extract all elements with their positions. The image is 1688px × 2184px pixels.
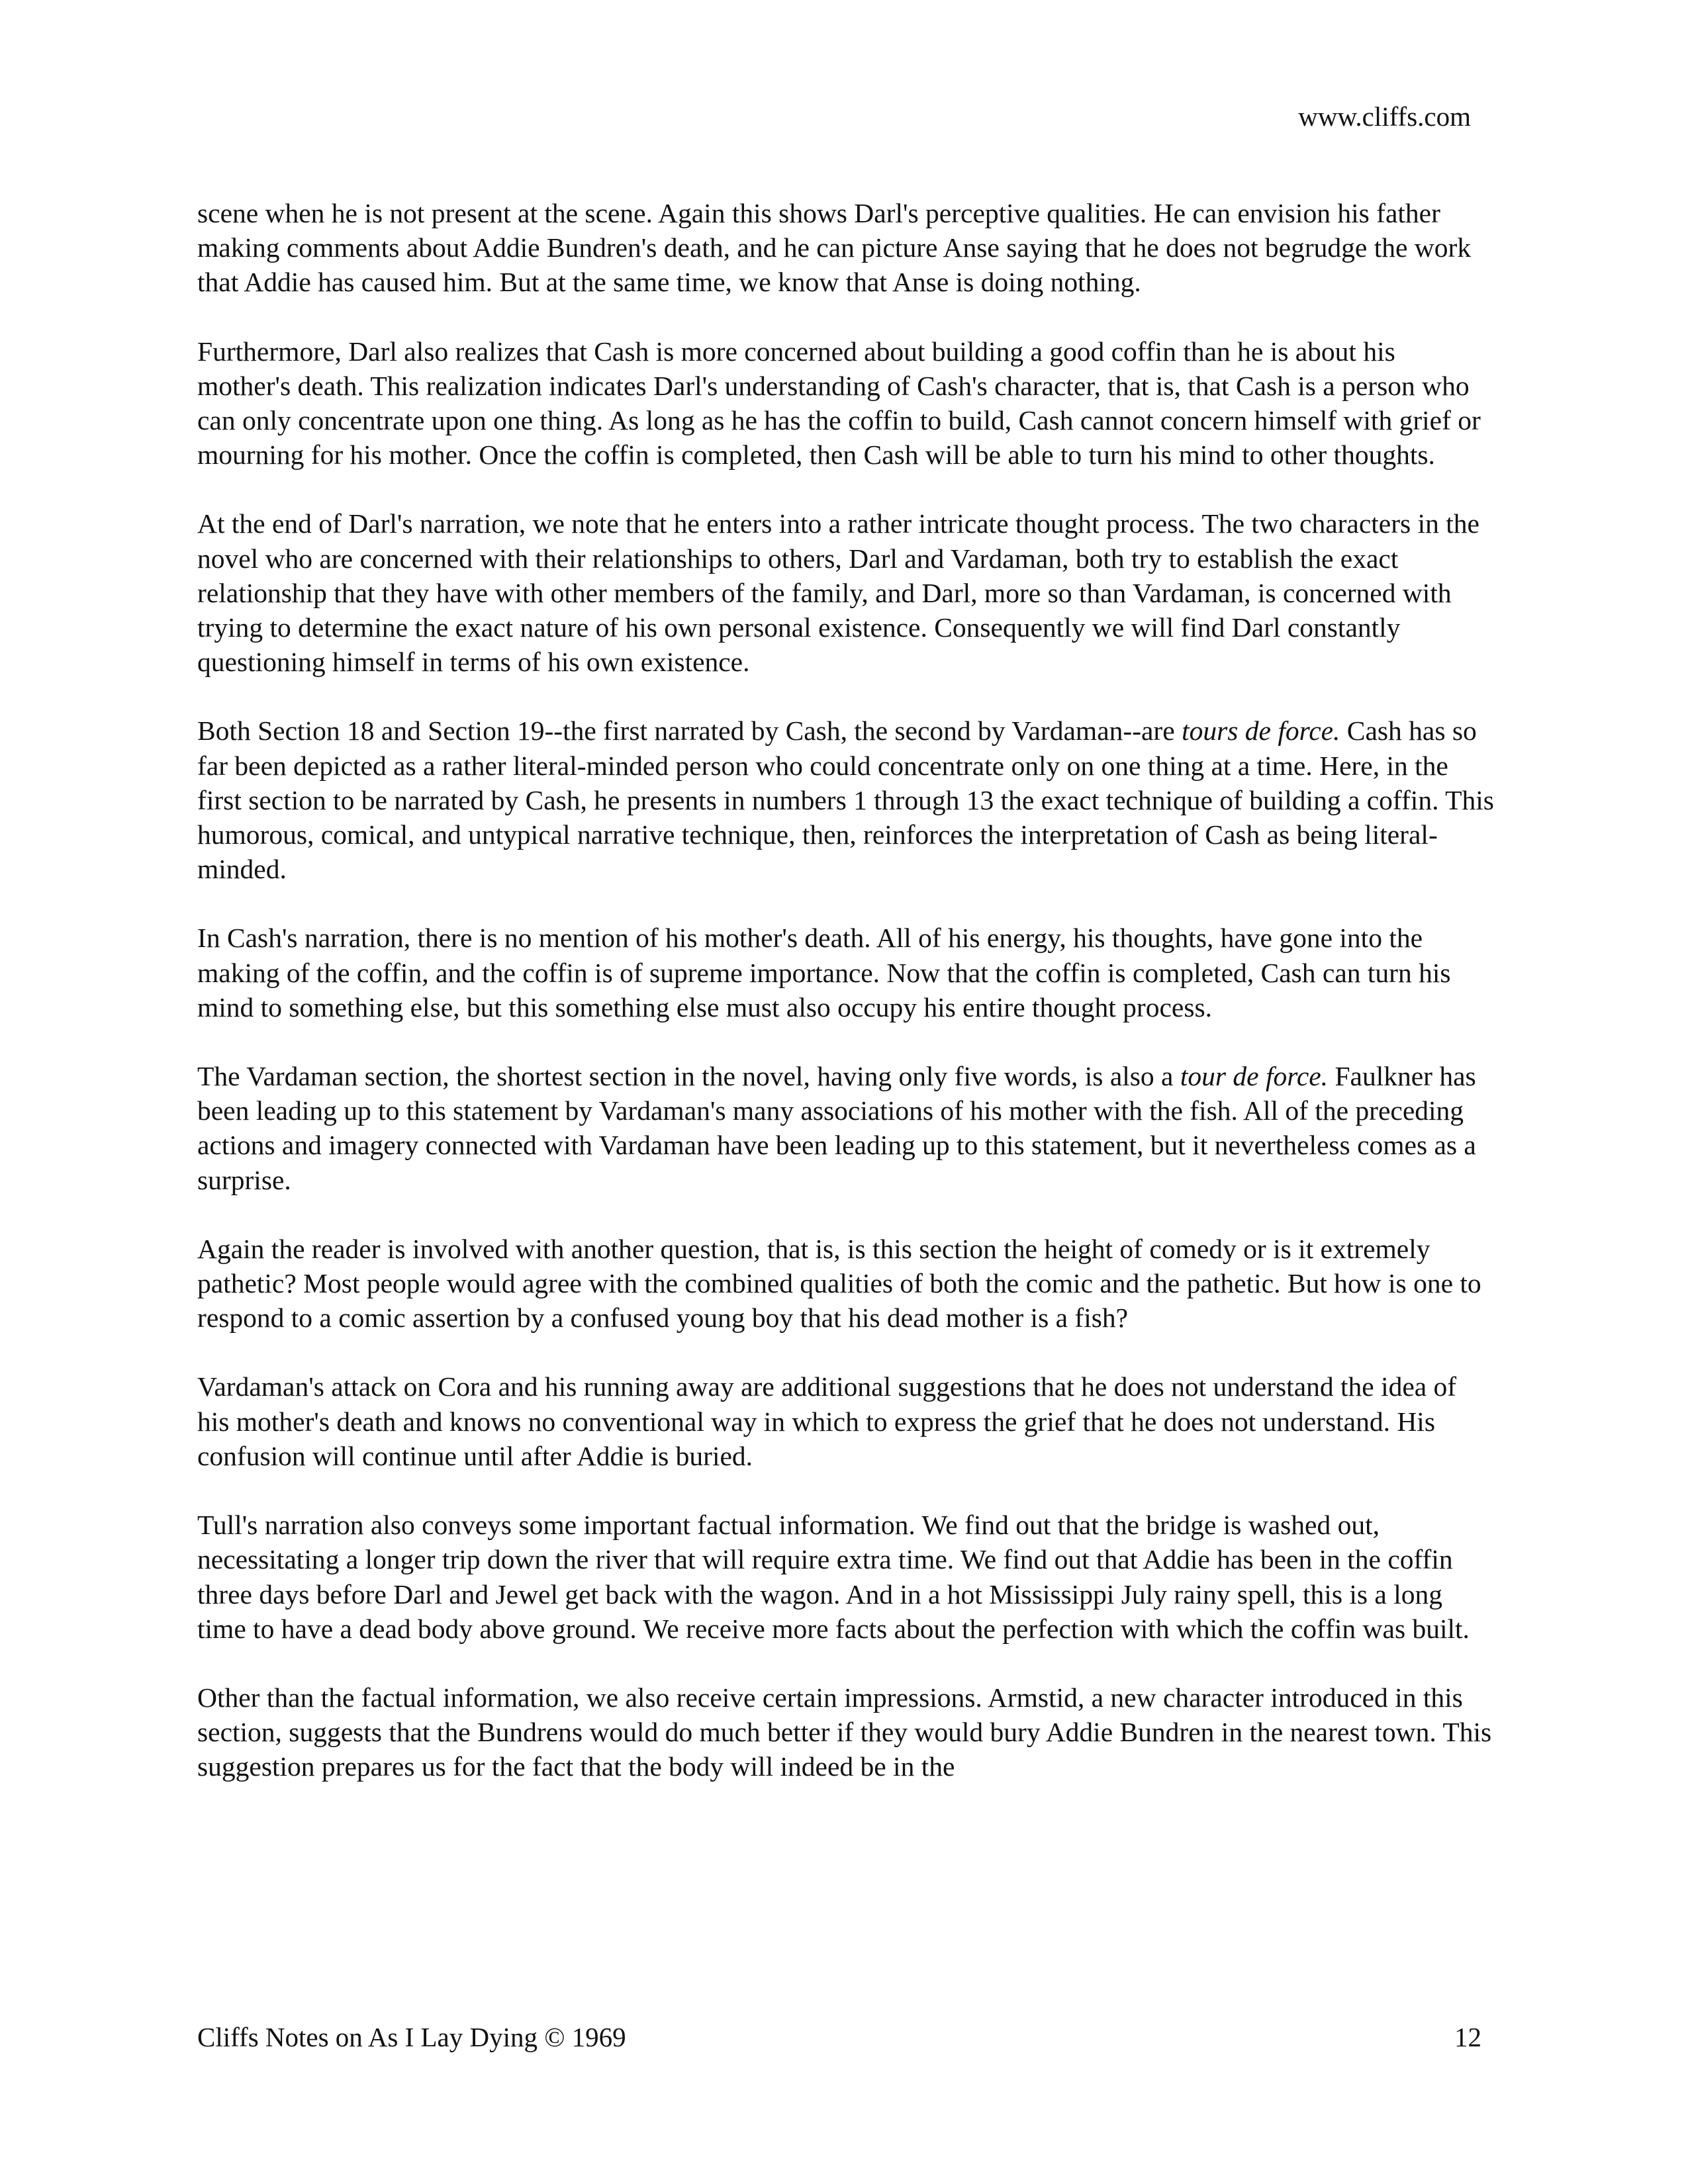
paragraph-10 — [197, 1680, 1495, 1784]
italic-phrase: tours de force. — [1182, 715, 1340, 747]
paragraph-9 — [197, 1508, 1495, 1646]
paragraph-text: Faulkner has been leading up to this statement by Vardaman's many associations of his mother with the fish. All of the preceding actions and imagery connected with Vardaman have been leading up to this statement, but it nevertheless comes as a surprise. — [197, 1061, 1476, 1195]
paragraph-text: Both Section 18 and Section 19--the first narrated by Cash, the second by Vardaman--are — [197, 715, 1182, 747]
paragraph-text: Tull's narration also conveys some important factual information. We find out that the bridge is washed out, necessitating a longer trip down the river that will require extra time. We find out that Addie has been in the coffin three days before Darl and Jewel get back with the wagon. And in a hot Mississippi July rainy spell, this is a long time to have a dead body above ground. We receive more facts about the perfection with which the coffin was built. — [197, 1510, 1470, 1644]
page-number: 12 — [1454, 2022, 1481, 2052]
paragraph-text: Furthermore, Darl also realizes that Cash is more concerned about building a good coffin than he is about his mother's death. This realization indicates Darl's understanding of Cash's character, that is, that Cash is a person who can only concentrate upon one thing. As long as he has the coffin to build, Cash cannot concern himself with grief or mourning for his mother. Once the coffin is completed, then Cash will be able to turn his mind to other thoughts. — [197, 336, 1481, 471]
paragraph-text: Vardaman's attack on Cora and his running away are additional suggestions that he does not understand the idea of his mother's death and knows no conventional way in which to express the grief that he does not understand. His confusion will continue until after Addie is buried. — [197, 1371, 1457, 1471]
paragraph-8 — [197, 1369, 1495, 1473]
paragraph-text: Cash has so far been depicted as a rather literal-minded person who could concentrate only on one thing at a time. Here, in the first section to be narrated by Cash, he presents in numbers 1 through 13 the exact technique of building a coffin. This humorous, comical, and untypical narrative technique, then, reinforces the interpretation of Cash as being literal-minded. — [197, 715, 1494, 885]
paragraph-6 — [197, 1059, 1495, 1197]
paragraph-text: The Vardaman section, the shortest section in the novel, having only five words, is also a — [197, 1061, 1180, 1092]
body-text — [197, 196, 1495, 1819]
paragraph-text: scene when he is not present at the scene. Again this shows Darl's perceptive qualities. He can envision his father making comments about Addie Bundren's death, and he can picture Anse saying that he does not begrudge the work that Addie has caused him. But at the same time, we know that Anse is doing nothing. — [197, 198, 1472, 298]
paragraph-4 — [197, 713, 1495, 886]
paragraph-text: Again the reader is involved with another question, that is, is this section the height of comedy or is it extremely pathetic? Most people would agree with the combined qualities of both the comic and the pathetic. But how is one to respond to a comic assertion by a confused young boy that his dead mother is a fish? — [197, 1233, 1481, 1334]
paragraph-5 — [197, 921, 1495, 1024]
paragraph-2 — [197, 334, 1495, 473]
footer-title: Cliffs Notes on As I Lay Dying © 1969 — [197, 2022, 626, 2052]
paragraph-text: At the end of Darl's narration, we note that he enters into a rather intricate thought process. The two characters in the novel who are concerned with their relationships to others, Darl and Vardaman, both try to establish the exact relationship that they have with other members of the family, and Darl, more so than Vardaman, is concerned with trying to determine the exact nature of his own personal existence. Consequently we will find Darl constantly questioning himself in terms of his own existence. — [197, 508, 1479, 678]
header-url: www.cliffs.com — [1298, 101, 1471, 132]
paragraph-7 — [197, 1232, 1495, 1336]
paragraph-3 — [197, 506, 1495, 679]
paragraph-text: In Cash's narration, there is no mention of his mother's death. All of his energy, his thoughts, have gone into the making of the coffin, and the coffin is of supreme importance. Now that the coffin is completed, Cash can turn his mind to something else, but this something else must also occupy his entire thought process. — [197, 923, 1451, 1023]
paragraph-text: Other than the factual information, we also receive certain impressions. Armstid, a new character introduced in this section, suggests that the Bundrens would do much better if they would bury Addie Bundren in the nearest town. This suggestion prepares us for the fact that the body will indeed be in the — [197, 1682, 1492, 1782]
italic-phrase: tour de force. — [1180, 1061, 1329, 1092]
paragraph-1 — [197, 196, 1495, 300]
